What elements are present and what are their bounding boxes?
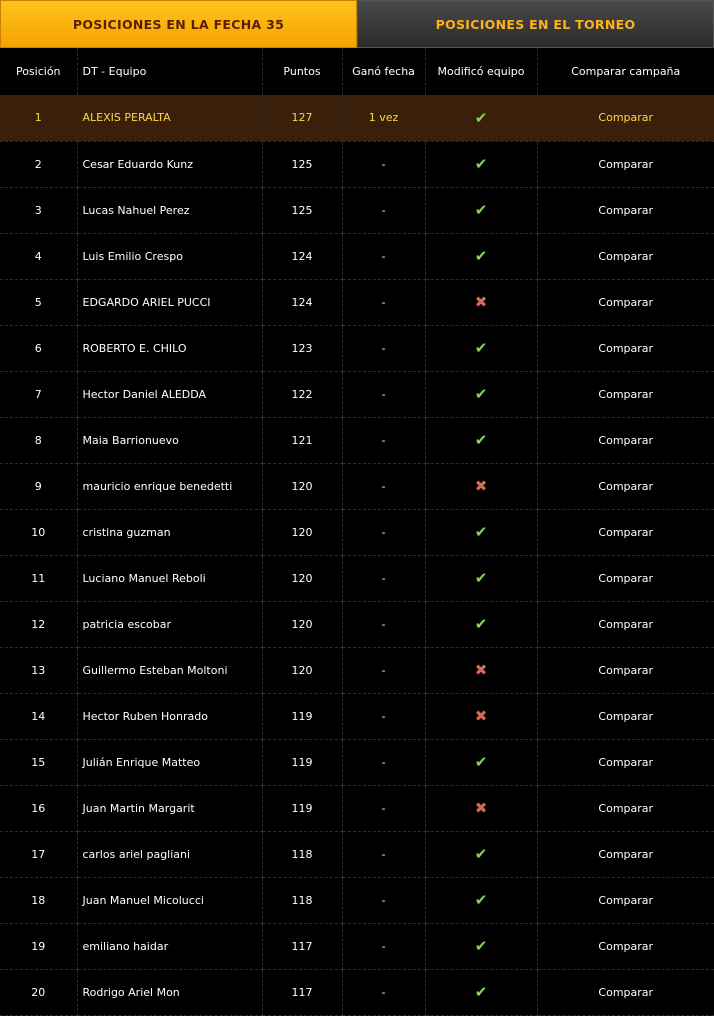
cell-comparar xyxy=(537,509,714,555)
cell-posicion: 5 xyxy=(0,279,77,325)
cell-gano-fecha: - xyxy=(342,279,425,325)
comparar-link[interactable]: Comparar xyxy=(598,709,654,723)
cell-comparar xyxy=(537,923,714,969)
cell-puntos: 120 xyxy=(262,601,342,647)
check-icon: ✔ xyxy=(474,108,488,127)
cell-modifico-equipo xyxy=(425,555,537,601)
cell-gano-fecha: - xyxy=(342,325,425,371)
cell-comparar xyxy=(537,325,714,371)
table-header xyxy=(0,48,714,95)
table-row xyxy=(0,923,714,969)
cell-dt-equipo: ROBERTO E. CHILO xyxy=(77,325,262,371)
cell-comparar xyxy=(537,969,714,1015)
cell-gano-fecha: - xyxy=(342,923,425,969)
check-icon: ✔ xyxy=(474,983,488,1001)
comparar-link[interactable]: Comparar xyxy=(598,341,654,355)
cell-dt-equipo: Maia Barrionuevo xyxy=(77,417,262,463)
comparar-link[interactable]: Comparar xyxy=(598,617,654,631)
cross-icon: ✖ xyxy=(474,707,488,725)
cell-modifico-equipo xyxy=(425,463,537,509)
cell-modifico-equipo xyxy=(425,831,537,877)
comparar-link[interactable]: Comparar xyxy=(598,111,654,125)
cell-dt-equipo: mauricio enrique benedetti xyxy=(77,463,262,509)
cell-gano-fecha: - xyxy=(342,417,425,463)
check-icon: ✔ xyxy=(474,569,488,587)
cell-comparar xyxy=(537,233,714,279)
header-puntos: Puntos xyxy=(262,48,342,95)
check-icon: ✔ xyxy=(474,155,488,173)
cell-modifico-equipo xyxy=(425,785,537,831)
table-row xyxy=(0,509,714,555)
comparar-link[interactable]: Comparar xyxy=(598,801,654,815)
cell-comparar xyxy=(537,279,714,325)
cell-dt-equipo: carlos ariel pagliani xyxy=(77,831,262,877)
cell-comparar xyxy=(537,877,714,923)
tab-posiciones-torneo[interactable]: POSICIONES EN EL TORNEO xyxy=(357,0,714,48)
cell-comparar xyxy=(537,371,714,417)
table-row xyxy=(0,969,714,1015)
cell-gano-fecha: - xyxy=(342,141,425,187)
cell-puntos: 120 xyxy=(262,463,342,509)
cell-dt-equipo: Rodrigo Ariel Mon xyxy=(77,969,262,1015)
cell-gano-fecha: - xyxy=(342,693,425,739)
cell-dt-equipo: Cesar Eduardo Kunz xyxy=(77,141,262,187)
cell-gano-fecha: - xyxy=(342,647,425,693)
cell-comparar xyxy=(537,417,714,463)
cell-dt-equipo: Hector Daniel ALEDDA xyxy=(77,371,262,417)
cross-icon: ✖ xyxy=(474,661,488,679)
table-row xyxy=(0,417,714,463)
cross-icon: ✖ xyxy=(474,477,488,495)
cell-dt-equipo: Hector Ruben Honrado xyxy=(77,693,262,739)
cell-dt-equipo: Juan Martin Margarit xyxy=(77,785,262,831)
cell-modifico-equipo xyxy=(425,141,537,187)
cell-posicion: 2 xyxy=(0,141,77,187)
tab-posiciones-fecha[interactable]: POSICIONES EN LA FECHA 35 xyxy=(0,0,357,48)
cell-dt-equipo: Luis Emilio Crespo xyxy=(77,233,262,279)
cell-dt-equipo: Julián Enrique Matteo xyxy=(77,739,262,785)
cell-dt-equipo: Juan Manuel Micolucci xyxy=(77,877,262,923)
cell-modifico-equipo xyxy=(425,279,537,325)
cell-puntos: 125 xyxy=(262,141,342,187)
cell-posicion: 10 xyxy=(0,509,77,555)
table-row xyxy=(0,141,714,187)
check-icon: ✔ xyxy=(474,201,488,219)
cell-gano-fecha: - xyxy=(342,187,425,233)
cell-dt-equipo: cristina guzman xyxy=(77,509,262,555)
standings-table xyxy=(0,48,714,1016)
table-row xyxy=(0,739,714,785)
cell-gano-fecha: - xyxy=(342,555,425,601)
table-row xyxy=(0,693,714,739)
table-row xyxy=(0,371,714,417)
cell-posicion: 15 xyxy=(0,739,77,785)
cell-modifico-equipo xyxy=(425,601,537,647)
cell-modifico-equipo xyxy=(425,325,537,371)
cell-posicion: 14 xyxy=(0,693,77,739)
cell-posicion: 17 xyxy=(0,831,77,877)
table-row xyxy=(0,187,714,233)
cell-dt-equipo: ALEXIS PERALTA xyxy=(77,95,262,141)
cell-puntos: 118 xyxy=(262,877,342,923)
cell-modifico-equipo xyxy=(425,877,537,923)
check-icon: ✔ xyxy=(474,431,488,449)
cell-comparar xyxy=(537,187,714,233)
cell-dt-equipo: Guillermo Esteban Moltoni xyxy=(77,647,262,693)
cell-posicion: 20 xyxy=(0,969,77,1015)
header-gano-fecha: Ganó fecha xyxy=(342,48,425,95)
tab-bar xyxy=(0,0,714,48)
table-row xyxy=(0,601,714,647)
check-icon: ✔ xyxy=(474,845,488,863)
cell-modifico-equipo xyxy=(425,371,537,417)
cell-posicion: 18 xyxy=(0,877,77,923)
cell-puntos: 119 xyxy=(262,693,342,739)
table-row xyxy=(0,325,714,371)
cell-gano-fecha: - xyxy=(342,463,425,509)
table-row xyxy=(0,785,714,831)
table-row xyxy=(0,279,714,325)
comparar-link[interactable]: Comparar xyxy=(598,939,654,953)
cell-modifico-equipo xyxy=(425,417,537,463)
cell-gano-fecha: - xyxy=(342,601,425,647)
cell-dt-equipo: EDGARDO ARIEL PUCCI xyxy=(77,279,262,325)
cell-puntos: 119 xyxy=(262,739,342,785)
cell-dt-equipo: Luciano Manuel Reboli xyxy=(77,555,262,601)
comparar-link[interactable]: Comparar xyxy=(598,663,654,677)
cell-dt-equipo: patricia escobar xyxy=(77,601,262,647)
cell-modifico-equipo xyxy=(425,187,537,233)
header-posicion: Posición xyxy=(0,48,77,95)
cell-gano-fecha: - xyxy=(342,509,425,555)
cell-posicion: 19 xyxy=(0,923,77,969)
cell-posicion: 7 xyxy=(0,371,77,417)
cell-modifico-equipo xyxy=(425,969,537,1015)
check-icon: ✔ xyxy=(474,247,488,265)
cell-comparar xyxy=(537,647,714,693)
cell-gano-fecha: - xyxy=(342,371,425,417)
cell-comparar xyxy=(537,141,714,187)
cell-comparar xyxy=(537,95,714,141)
cell-modifico-equipo xyxy=(425,95,537,141)
table-row xyxy=(0,831,714,877)
check-icon: ✔ xyxy=(474,891,488,909)
cell-modifico-equipo xyxy=(425,509,537,555)
cell-puntos: 124 xyxy=(262,279,342,325)
cell-modifico-equipo xyxy=(425,923,537,969)
cell-posicion: 11 xyxy=(0,555,77,601)
cell-modifico-equipo xyxy=(425,739,537,785)
cell-gano-fecha: - xyxy=(342,831,425,877)
table-row xyxy=(0,877,714,923)
cell-gano-fecha: - xyxy=(342,785,425,831)
comparar-link[interactable]: Comparar xyxy=(598,571,654,585)
cell-modifico-equipo xyxy=(425,647,537,693)
comparar-link[interactable]: Comparar xyxy=(598,893,654,907)
comparar-link[interactable]: Comparar xyxy=(598,847,654,861)
header-comparar-campana: Comparar campaña xyxy=(571,65,681,78)
table-row xyxy=(0,555,714,601)
cell-modifico-equipo xyxy=(425,693,537,739)
comparar-link[interactable]: Comparar xyxy=(598,433,654,447)
cell-puntos: 125 xyxy=(262,187,342,233)
comparar-link[interactable]: Comparar xyxy=(598,479,654,493)
check-icon: ✔ xyxy=(474,753,488,771)
cell-modifico-equipo xyxy=(425,233,537,279)
cell-puntos: 120 xyxy=(262,509,342,555)
comparar-link[interactable]: Comparar xyxy=(598,387,654,401)
cell-gano-fecha: - xyxy=(342,969,425,1015)
table-row xyxy=(0,95,714,141)
cell-posicion: 6 xyxy=(0,325,77,371)
cell-puntos: 120 xyxy=(262,647,342,693)
comparar-link[interactable]: Comparar xyxy=(598,525,654,539)
cell-puntos: 123 xyxy=(262,325,342,371)
cell-puntos: 122 xyxy=(262,371,342,417)
cell-posicion: 16 xyxy=(0,785,77,831)
cell-comparar xyxy=(537,785,714,831)
check-icon: ✔ xyxy=(474,385,488,403)
header-dt-equipo: DT - Equipo xyxy=(77,48,262,95)
table-row xyxy=(0,233,714,279)
cell-puntos: 119 xyxy=(262,785,342,831)
cell-dt-equipo: Lucas Nahuel Perez xyxy=(77,187,262,233)
cell-gano-fecha: - xyxy=(342,233,425,279)
cell-comparar xyxy=(537,463,714,509)
comparar-link[interactable]: Comparar xyxy=(598,203,654,217)
cell-posicion: 13 xyxy=(0,647,77,693)
cell-dt-equipo: emiliano haidar xyxy=(77,923,262,969)
cell-posicion: 9 xyxy=(0,463,77,509)
cell-comparar xyxy=(537,601,714,647)
cell-posicion: 1 xyxy=(0,95,77,141)
check-icon: ✔ xyxy=(474,523,488,541)
cell-posicion: 3 xyxy=(0,187,77,233)
cell-comparar xyxy=(537,739,714,785)
cell-puntos: 121 xyxy=(262,417,342,463)
cell-comparar xyxy=(537,831,714,877)
check-icon: ✔ xyxy=(474,937,488,955)
cell-comparar xyxy=(537,693,714,739)
cell-posicion: 12 xyxy=(0,601,77,647)
cell-comparar xyxy=(537,555,714,601)
cell-puntos: 124 xyxy=(262,233,342,279)
header-modifico-equipo: Modificó equipo xyxy=(425,48,537,95)
cell-puntos: 117 xyxy=(262,969,342,1015)
cell-gano-fecha: - xyxy=(342,877,425,923)
cell-posicion: 4 xyxy=(0,233,77,279)
cell-gano-fecha: - xyxy=(342,739,425,785)
cell-posicion: 8 xyxy=(0,417,77,463)
comparar-link[interactable]: Comparar xyxy=(598,295,654,309)
comparar-link[interactable]: Comparar xyxy=(598,755,654,769)
table-row xyxy=(0,463,714,509)
cell-puntos: 117 xyxy=(262,923,342,969)
table-row xyxy=(0,647,714,693)
cell-puntos: 127 xyxy=(262,95,342,141)
comparar-link[interactable]: Comparar xyxy=(598,249,654,263)
cross-icon: ✖ xyxy=(474,799,488,817)
check-icon: ✔ xyxy=(474,339,488,357)
cross-icon: ✖ xyxy=(474,293,488,311)
comparar-link[interactable]: Comparar xyxy=(598,985,654,999)
check-icon: ✔ xyxy=(474,615,488,633)
cell-puntos: 118 xyxy=(262,831,342,877)
comparar-link[interactable]: Comparar xyxy=(598,157,654,171)
cell-puntos: 120 xyxy=(262,555,342,601)
cell-gano-fecha: 1 vez xyxy=(342,95,425,141)
